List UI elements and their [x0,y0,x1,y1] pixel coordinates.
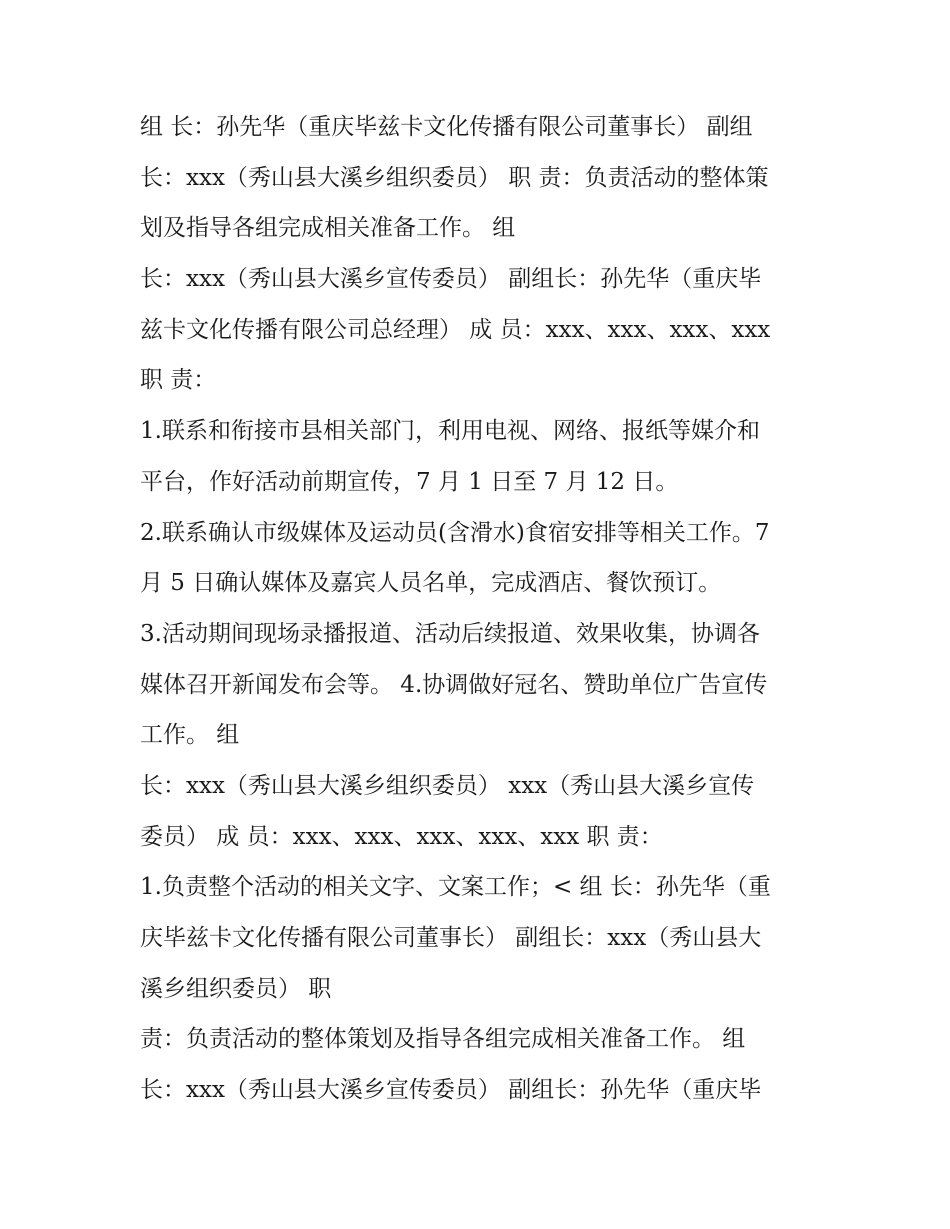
text-line: 长：xxx（秀山县大溪乡组织委员） xxx（秀山县大溪乡宣传 [140,772,755,799]
text-line: 庆毕兹卡文化传播有限公司董事长） 副组长：xxx（秀山县大 [140,925,762,951]
text-line: 兹卡文化传播有限公司总经理） 成 员：xxx、xxx、xxx、xxx [140,316,771,343]
text-line: 长：xxx（秀山县大溪乡宣传委员） 副组长：孙先华（重庆毕 [140,266,762,293]
text-line: 平台，作好活动前期宣传，7 月 1 日至 7 月 12 日。 [140,468,679,495]
text-line: 组 长：孙先华（重庆毕兹卡文化传播有限公司董事长） 副组 [140,114,753,140]
text-line: 委员） 成 员：xxx、xxx、xxx、xxx、xxx 职 责： [140,823,663,850]
text-line: 职 责： [140,367,217,394]
text-line: 长：xxx（秀山县大溪乡组织委员） 职 责：负责活动的整体策 [140,164,769,191]
text-line: 3.活动期间现场录播报道、活动后续报道、效果收集，协调各 [140,620,760,647]
text-line: 1.负责整个活动的相关文字、文案工作；< 组 长：孙先华（重 [140,874,771,901]
text-line: 溪乡组织委员） 职 [140,975,332,1002]
text-line: 1.联系和衔接市县相关部门，利用电视、网络、报纸等媒介和 [140,418,760,445]
text-line: 工作。 组 [140,722,240,749]
text-line: 长：xxx（秀山县大溪乡宣传委员） 副组长：孙先华（重庆毕 [140,1077,762,1104]
text-line: 2.联系确认市级媒体及运动员(含滑水)食宿安排等相关工作。7 [140,519,770,546]
text-line: 月 5 日确认媒体及嘉宾人员名单，完成酒店、餐饮预订。 [140,570,722,597]
text-line: 责：负责活动的整体策划及指导各组完成相关准备工作。 组 [140,1026,746,1053]
text-line: 媒体召开新闻发布会等。 4.协调做好冠名、赞助单位广告宣传 [140,671,768,698]
document-body [140,102,820,1116]
text-line: 划及指导各组完成相关准备工作。 组 [140,215,516,242]
